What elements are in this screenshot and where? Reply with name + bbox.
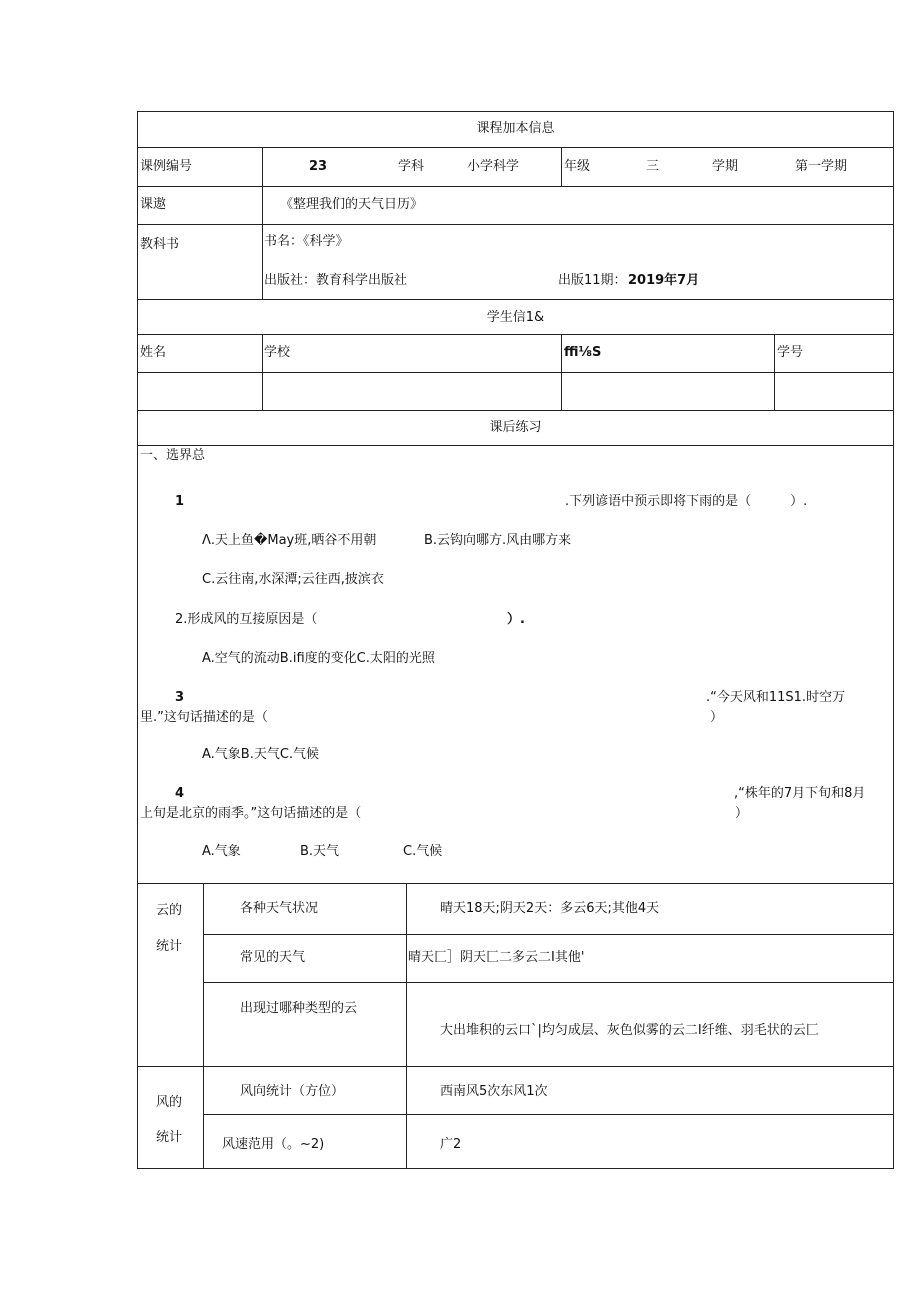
term-value: 第一学期 [795,159,848,174]
wind-stats-label-2: 统计 [156,1130,183,1145]
wind-row-label: 风速范用（。~2) [222,1137,325,1152]
course-id-value: 23 [309,159,328,174]
row-divider [137,445,894,446]
q3-number: 3 [175,690,185,705]
row-divider [137,372,894,373]
student-class-label: ffi⅛S [564,345,602,360]
textbook-label: 教科书 [140,237,180,252]
q4-option-a: A.气象 [202,844,241,859]
grade-label: 年级 [564,159,591,174]
subject-value: 小学科学 [467,159,520,174]
student-name-label: 姓名 [140,345,167,360]
topic-label: 课遨 [140,197,167,212]
wind-row-label: 风向统计（方位） [240,1084,345,1099]
column-divider [561,147,562,186]
row-divider [137,334,894,335]
grade-value: 三 [646,159,660,174]
row-divider [137,883,894,884]
textbook-name: 书名：《科学》 [264,234,349,249]
student-info-heading: 学生信1& [486,310,545,325]
q4-option-c: C.气候 [403,844,443,859]
column-divider [203,883,204,1169]
column-divider [262,147,263,300]
q4-close: ） [735,806,749,821]
cloud-row-label: 出现过哪种类型的云 [240,1001,358,1016]
q4-line2: 上旬是北京的雨季。”这句话描述的是（ [140,806,362,821]
table-border [137,111,894,112]
row-divider [137,1066,894,1067]
q4-number: 4 [175,786,185,801]
table-border [893,111,894,1169]
q1-number: 1 [175,494,185,509]
cloud-row-label: 常见的天气 [240,950,306,965]
wind-row-value: 西南风5次东风1次 [440,1084,548,1099]
row-divider [203,982,894,983]
cloud-row-label: 各种天气状况 [240,901,319,916]
row-divider [137,186,894,187]
q3-options: A.气象B.天气C.气候 [202,747,320,762]
q1-option-a: Λ.天上鱼�May班,晒谷不用朝 [202,533,377,548]
row-divider [137,147,894,148]
subject-label: 学科 [398,159,425,174]
q3-text: .“今天风和11S1.时空万 [706,690,846,705]
column-divider [561,334,562,410]
cloud-row-value: 晴天匚］阴天匚二多云二I其他' [408,950,585,965]
cloud-stats-label-1: 云的 [156,903,183,918]
row-divider [137,410,894,411]
section-title: 一、选界总 [140,448,206,463]
exercise-heading: 课后练习 [489,420,542,435]
column-divider [406,883,407,1169]
table-border [137,111,138,1169]
cloud-stats-label-2: 统计 [156,939,183,954]
textbook-publisher: 出版社：教育科学出版社 [264,273,408,288]
wind-row-value: 广2 [440,1137,462,1152]
q2-text: 2.形成风的互接原因是（ [175,612,318,627]
q3-line2: 里.”这句话描述的是（ [140,710,268,725]
q1-text: .下列谚语中预示即将下雨的是（ ）. [565,494,808,509]
course-id-label: 课例编号 [140,159,193,174]
cloud-row-value: 大出堆积的云口`|均匀成层、灰色似雾的云二I纤维、羽毛状的云匚 [440,1023,819,1038]
row-divider [137,224,894,225]
term-label: 学期 [712,159,739,174]
q3-close: ） [710,710,724,725]
basic-info-heading: 课程加本信息 [476,121,555,136]
row-divider [203,1114,894,1115]
q2-options: A.空气的流动B.ifi度的变化C.太阳的光照 [202,651,435,666]
row-divider [203,934,894,935]
column-divider [262,334,263,410]
pub-date-label: 出版11期： [558,273,627,288]
pub-date-value: 2019年7月 [628,273,700,288]
q1-option-b: B.云钩向哪方.风由哪方来 [424,533,572,548]
column-divider [774,334,775,410]
q2-end: ）. [507,612,525,627]
q4-text: ,“株年的7月下旬和8月 [734,786,866,801]
cloud-row-value: 晴天18天;阴天2天：多云6天;其他4天 [440,901,660,916]
table-border [137,1168,894,1169]
wind-stats-label-1: 风的 [156,1095,183,1110]
q1-option-c: C.云往南,水深潭;云往西,披滨衣 [202,572,384,587]
q4-option-b: B.天气 [300,844,340,859]
row-divider [137,299,894,300]
topic-value: 《整理我们的天气日历》 [280,197,424,212]
student-number-label: 学号 [777,345,804,360]
student-school-label: 学校 [264,345,291,360]
